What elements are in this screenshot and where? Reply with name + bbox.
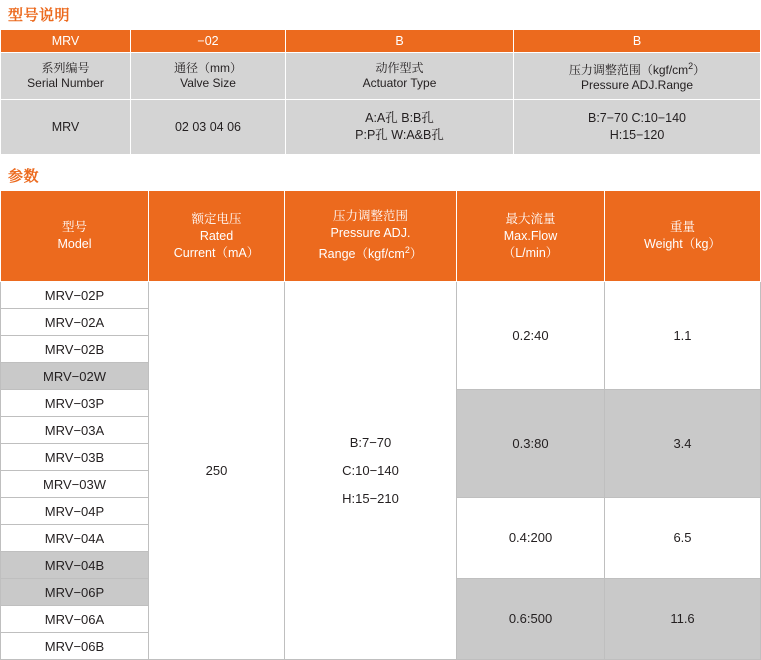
section-title-parameters: 参数 bbox=[8, 168, 40, 185]
model-value-cell-2: A:A孔 B:B孔 P:P孔 W:A&B孔 bbox=[286, 100, 514, 155]
param-model-cell: MRV−02W bbox=[1, 363, 149, 390]
param-weight-cell: 6.5 bbox=[605, 498, 761, 579]
param-header-max-flow: 最大流量 Max.Flow （L/min） bbox=[457, 191, 605, 282]
model-header-cell-2: B bbox=[286, 30, 514, 53]
model-header-cell-0: MRV bbox=[1, 30, 131, 53]
param-model-cell: MRV−06P bbox=[1, 579, 149, 606]
param-max-flow-cell: 0.2:40 bbox=[457, 282, 605, 390]
table-row-header bbox=[1, 191, 761, 282]
model-subheader-cell-1: 通径（mm） Valve Size bbox=[131, 53, 286, 100]
param-model-cell: MRV−04B bbox=[1, 552, 149, 579]
param-model-cell: MRV−04P bbox=[1, 498, 149, 525]
param-model-cell: MRV−04A bbox=[1, 525, 149, 552]
param-max-flow-cell: 0.3:80 bbox=[457, 390, 605, 498]
param-weight-cell: 3.4 bbox=[605, 390, 761, 498]
param-model-cell: MRV−03A bbox=[1, 417, 149, 444]
param-pressure-range-cell: B:7−70 C:10−140 H:15−210 bbox=[285, 282, 457, 660]
param-model-cell: MRV−06A bbox=[1, 606, 149, 633]
param-model-cell: MRV−02P bbox=[1, 282, 149, 309]
param-model-cell: MRV−02A bbox=[1, 309, 149, 336]
param-weight-cell: 1.1 bbox=[605, 282, 761, 390]
param-model-cell: MRV−03P bbox=[1, 390, 149, 417]
section-title-model-description: 型号说明 bbox=[8, 7, 71, 24]
table-row-subheader bbox=[1, 53, 761, 100]
model-description-table bbox=[0, 29, 761, 155]
param-model-cell: MRV−06B bbox=[1, 633, 149, 660]
param-header-weight: 重量 Weight（kg） bbox=[605, 191, 761, 282]
param-model-cell: MRV−03W bbox=[1, 471, 149, 498]
model-header-cell-3: B bbox=[514, 30, 761, 53]
model-header-cell-1: −02 bbox=[131, 30, 286, 53]
param-model-cell: MRV−02B bbox=[1, 336, 149, 363]
param-weight-cell: 11.6 bbox=[605, 579, 761, 660]
param-header-rated-current: 额定电压 Rated Current（mA） bbox=[149, 191, 285, 282]
param-max-flow-cell: 0.4:200 bbox=[457, 498, 605, 579]
table-row-header bbox=[1, 30, 761, 53]
parameters-table bbox=[0, 190, 761, 660]
param-rated-current-cell: 250 bbox=[149, 282, 285, 660]
model-value-cell-3: B:7−70 C:10−140 H:15−120 bbox=[514, 100, 761, 155]
table-row bbox=[1, 282, 761, 309]
model-value-cell-1: 02 03 04 06 bbox=[131, 100, 286, 155]
param-model-cell: MRV−03B bbox=[1, 444, 149, 471]
model-value-cell-0: MRV bbox=[1, 100, 131, 155]
parameters-table-body bbox=[1, 282, 761, 660]
param-max-flow-cell: 0.6:500 bbox=[457, 579, 605, 660]
model-subheader-cell-2: 动作型式 Actuator Type bbox=[286, 53, 514, 100]
model-subheader-cell-0: 系列编号 Serial Number bbox=[1, 53, 131, 100]
param-header-model: 型号 Model bbox=[1, 191, 149, 282]
table-row-values bbox=[1, 100, 761, 155]
param-header-pressure-range: 压力调整范围 Pressure ADJ. $Range(kgf/cm^2)$ bbox=[285, 191, 457, 282]
model-subheader-cell-3: 压力调整范围$(kgf/cm^2)$ Pressure ADJ.Range bbox=[514, 53, 761, 100]
